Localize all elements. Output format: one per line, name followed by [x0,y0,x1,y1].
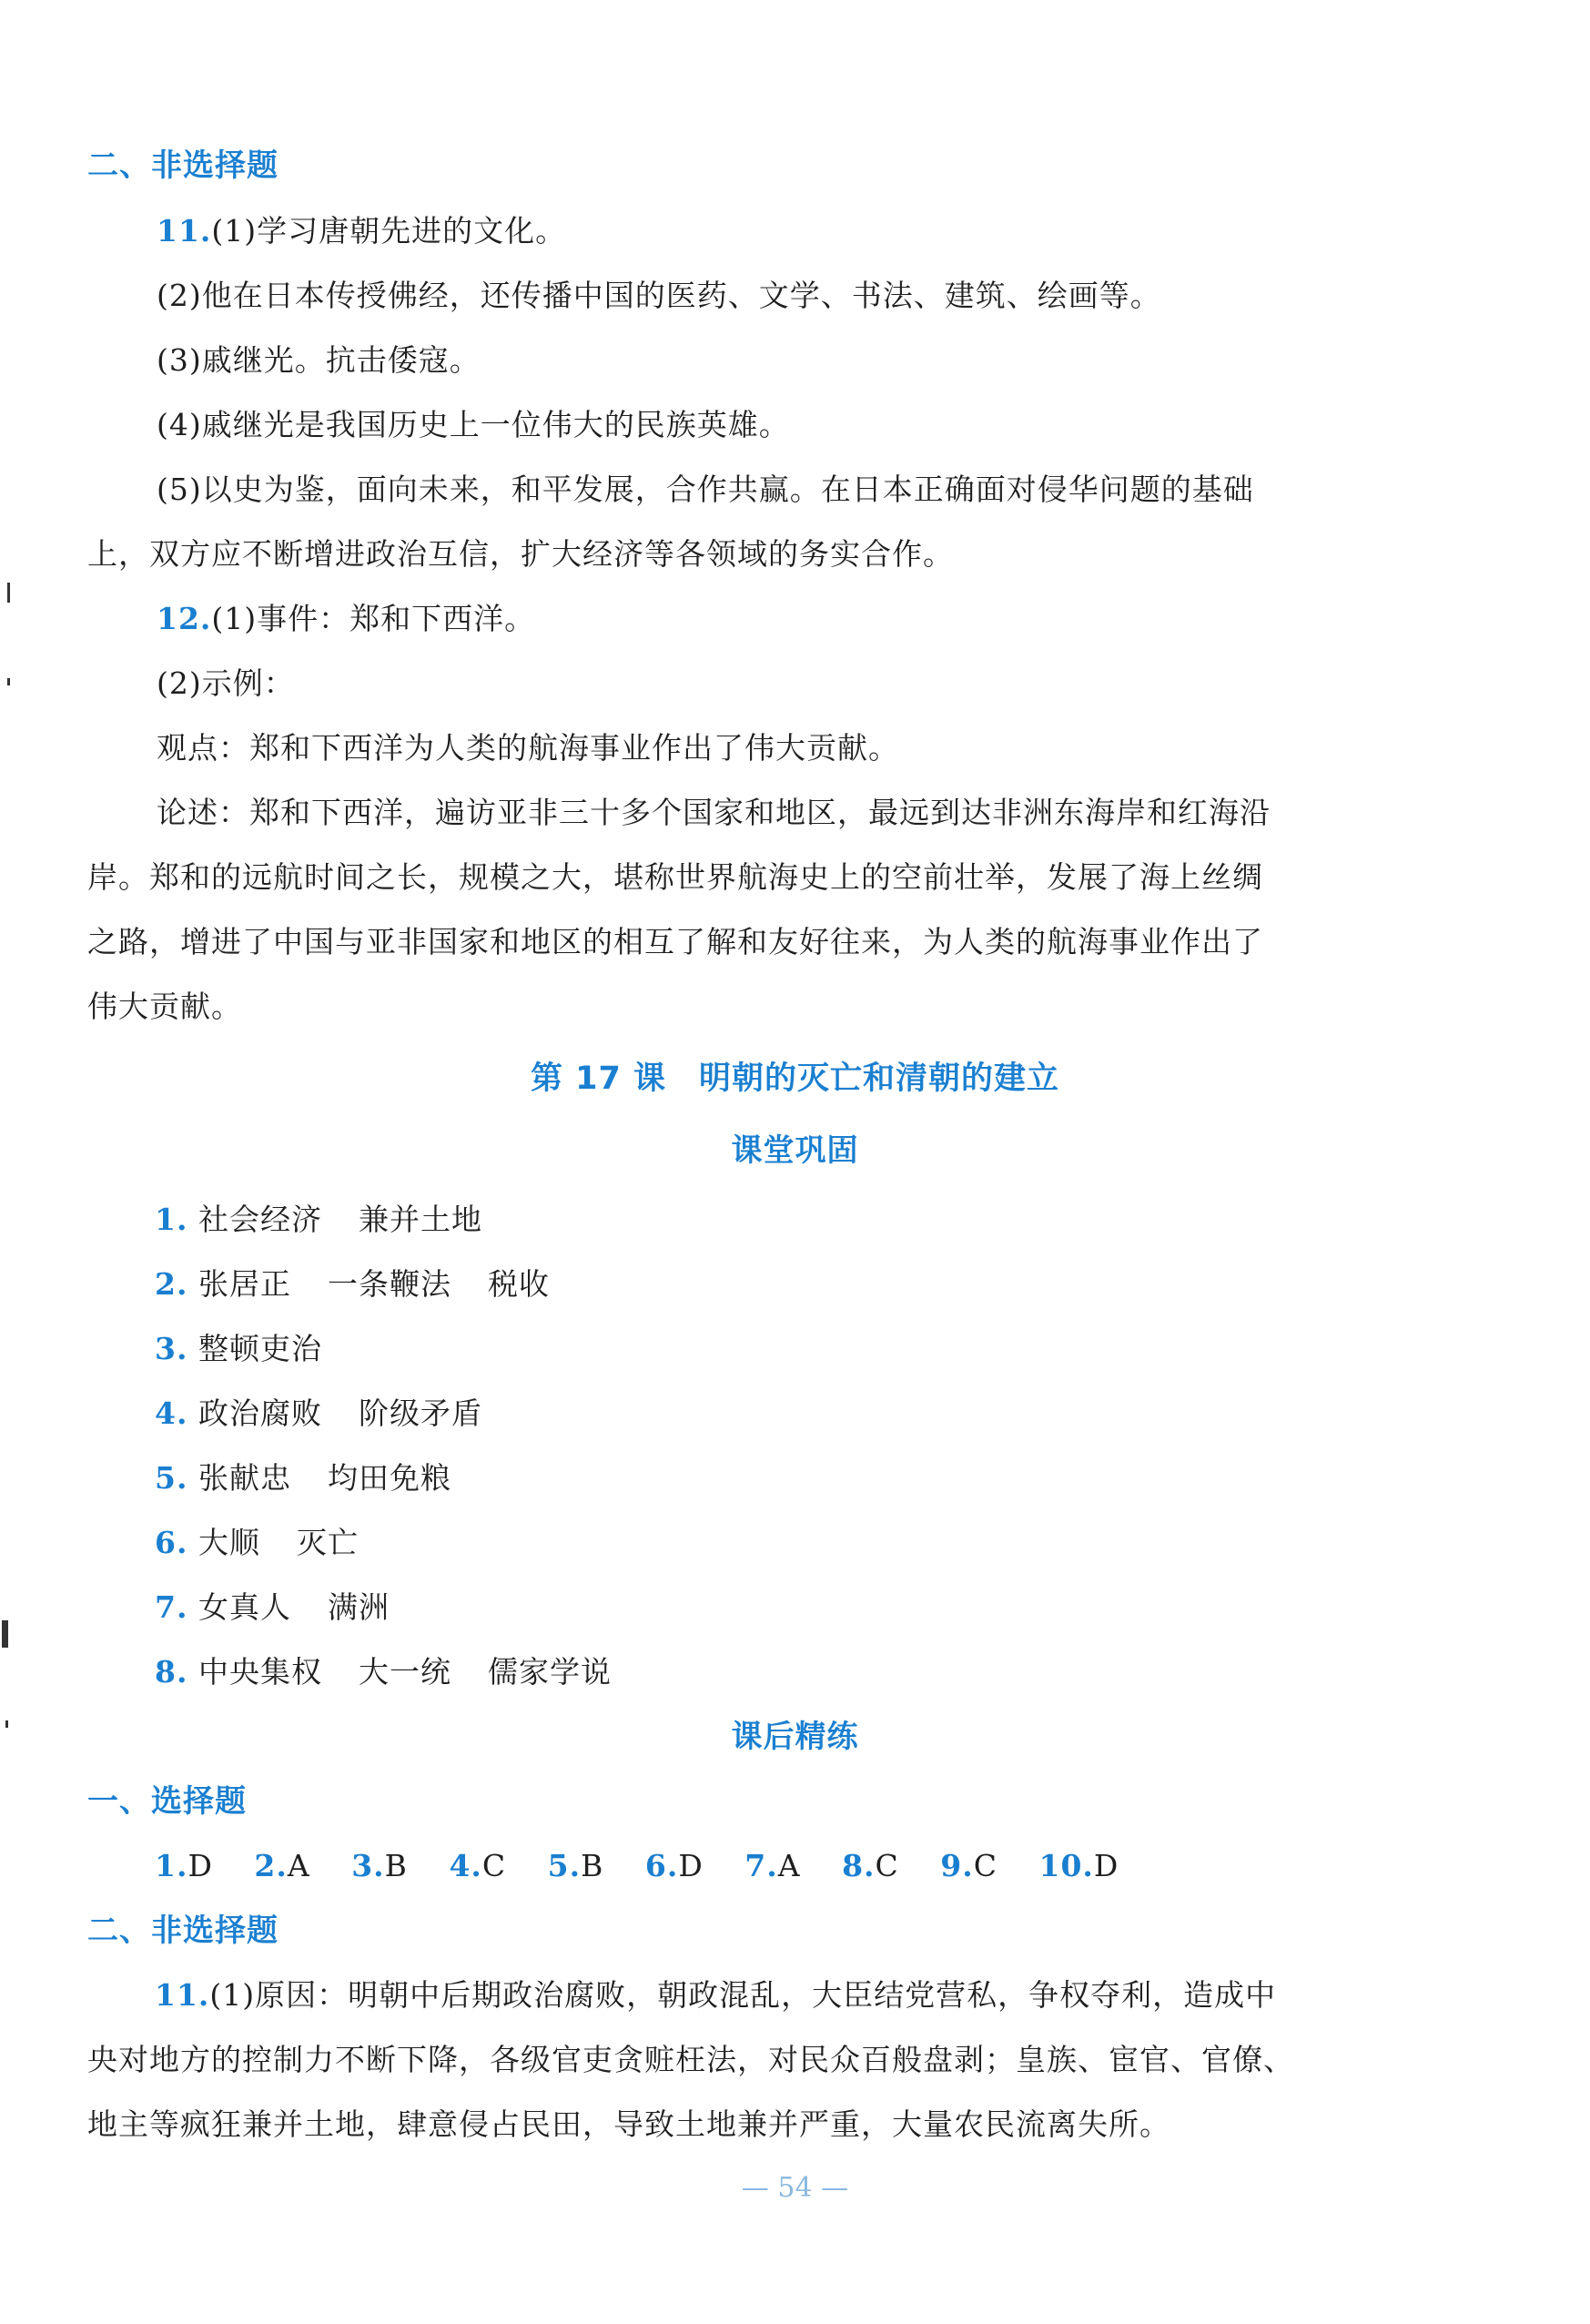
classwork-item [155,1460,451,1497]
mcq-item [1038,1848,1119,1884]
item-number: 8. [155,1654,188,1690]
item-number: 2. [254,1848,288,1883]
item-number: 5. [155,1460,188,1496]
lesson-q11-line1 [155,1977,1276,2014]
mcq-heading: 一、选择题 [87,1783,247,1820]
homework-heading: 课后精练 [731,1719,859,1755]
answer-text: 阶级矛盾 [358,1395,482,1431]
answer-text: 张居正 [197,1266,291,1302]
item-number: 8. [842,1848,876,1883]
mcq-item [155,1848,213,1884]
answer-letter: A [287,1848,310,1883]
q11-part4: (4)戚继光是我国历史上一位伟大的民族英雄。 [157,407,790,442]
answer-text: (1)原因：明朝中后期政治腐败，朝政混乱，大臣结党营私，争权夺利，造成中 [209,1977,1277,2013]
scan-mark [7,678,10,685]
q12-viewpoint: 观点：郑和下西洋为人类的航海事业作出了伟大贡献。 [157,730,899,766]
answer-letter: D [1093,1848,1119,1883]
answer-letter: C [481,1848,507,1883]
answer-text: 社会经济 [197,1202,322,1237]
q12-argument-line4: 伟大贡献。 [87,989,242,1024]
q12-part1 [157,601,535,637]
classwork-item [155,1266,550,1303]
page-number: — 54 — [741,2172,849,2204]
question-number: 12. [157,601,212,636]
mcq-item [548,1848,604,1884]
answer-text: 大一统 [358,1654,451,1690]
q12-argument-line3: 之路，增进了中国与亚非国家和地区的相互了解和友好往来，为人类的航海事业作出了 [87,924,1263,959]
classwork-item [155,1202,482,1238]
question-number: 11. [155,1977,210,2013]
mcq-item [351,1848,408,1884]
answer-text: (1)事件：郑和下西洋。 [211,601,536,636]
item-number: 7. [744,1848,778,1883]
question-number: 11. [157,213,212,249]
answer-text: 整顿吏治 [197,1331,322,1366]
answer-text: 中央集权 [197,1654,322,1690]
item-number: 6. [644,1848,679,1883]
answer-text: 灭亡 [296,1525,359,1560]
item-number: 10. [1038,1848,1094,1883]
answer-letter: B [581,1848,604,1883]
mcq-item [940,1848,998,1884]
q11-part3: (3)戚继光。抗击倭寇。 [157,342,481,378]
q12-part2: (2)示例： [157,665,295,701]
section-heading-nonchoice: 二、非选择题 [87,147,279,184]
mcq-item [449,1848,506,1884]
section-heading-nonchoice: 二、非选择题 [87,1913,279,1949]
q11-part5-line1: (5)以史为鉴，面向未来，和平发展，合作共赢。在日本正确面对侵华问题的基础 [157,472,1254,507]
answer-text: 儒家学说 [487,1654,612,1690]
answer-text: 女真人 [197,1589,291,1625]
classwork-heading: 课堂巩固 [731,1132,859,1169]
answer-letter: D [678,1848,704,1883]
item-number: 3. [351,1848,385,1883]
answer-text: 兼并土地 [358,1202,482,1237]
answer-text: 政治腐败 [197,1395,322,1431]
classwork-item [155,1395,482,1432]
lesson-q11-line3: 地主等疯狂兼并土地，肆意侵占民田，导致土地兼并严重，大量农民流离失所。 [87,2106,1170,2142]
answer-letter: D [187,1848,213,1883]
item-number: 2. [155,1266,188,1302]
classwork-item [155,1525,359,1561]
scan-mark [2,1620,8,1648]
item-number: 6. [155,1525,188,1560]
mcq-item [254,1848,309,1884]
answer-text: 满洲 [327,1589,390,1625]
item-number: 1. [155,1202,188,1237]
mcq-item [842,1848,899,1884]
classwork-item [155,1654,612,1690]
answer-text: 张献忠 [197,1460,291,1496]
scan-mark [7,583,10,603]
q12-argument-line2: 岸。郑和的远航时间之长，规模之大，堪称世界航海史上的空前壮举，发展了海上丝绸 [87,859,1263,895]
mcq-answer-row [155,1848,1149,1884]
q11-part1 [157,213,566,249]
item-number: 9. [940,1848,974,1883]
q11-part5-line2: 上，双方应不断增进政治互信，扩大经济等各领域的务实合作。 [87,536,954,572]
answer-letter: C [973,1848,998,1883]
answer-text: (1)学习唐朝先进的文化。 [211,213,567,249]
classwork-item [155,1331,322,1367]
lesson-title: 第 17 课 明朝的灭亡和清朝的建立 [530,1061,1060,1097]
item-number: 4. [155,1395,188,1431]
q12-argument-line1: 论述：郑和下西洋，遍访亚非三十多个国家和地区，最远到达非洲东海岸和红海沿 [157,795,1271,830]
answer-text: 税收 [487,1266,550,1302]
answer-text: 一条鞭法 [327,1266,451,1302]
answer-text: 均田免粮 [327,1460,451,1496]
answer-letter: B [384,1848,408,1883]
item-number: 1. [155,1848,188,1883]
item-number: 3. [155,1331,188,1366]
answer-letter: C [875,1848,899,1883]
q11-part2: (2)他在日本传授佛经，还传播中国的医药、文学、书法、建筑、绘画等。 [157,278,1161,313]
mcq-item [744,1848,800,1884]
item-number: 4. [449,1848,482,1883]
answer-text: 大顺 [197,1525,260,1560]
classwork-item [155,1589,390,1626]
mcq-item [645,1848,704,1884]
lesson-q11-line2: 央对地方的控制力不断下降，各级官吏贪赃枉法，对民众百般盘剥；皇族、宦官、官僚、 [87,2042,1294,2077]
item-number: 5. [547,1848,582,1883]
answer-letter: A [777,1848,801,1883]
item-number: 7. [155,1589,188,1625]
